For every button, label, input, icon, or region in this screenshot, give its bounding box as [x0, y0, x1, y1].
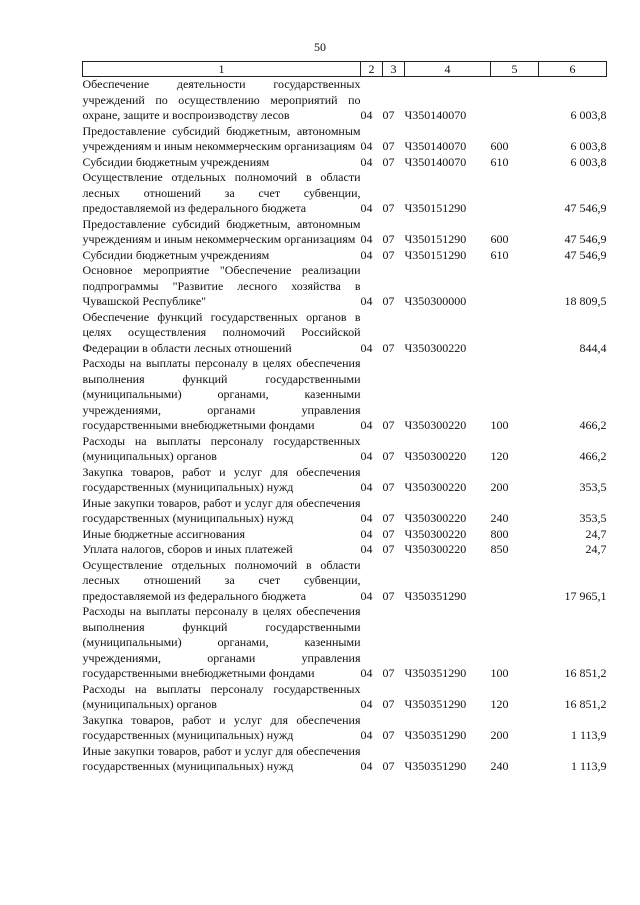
row-target-code: Ч350151290 — [404, 247, 467, 262]
row-amount: 6 003,8 — [570, 108, 607, 122]
column-header-amount: 6 — [539, 62, 607, 77]
row-name: Расходы на выплаты персоналу государственных (муниципальных) органов — [82, 681, 361, 711]
table-row — [83, 434, 607, 465]
row-section: 04 — [360, 247, 373, 262]
table-row — [83, 248, 607, 264]
table-row — [83, 604, 607, 682]
row-target-code: Ч350140070 — [404, 108, 467, 122]
row-name: Расходы на выплаты персоналу государственных (муниципальных) органов — [82, 433, 361, 463]
row-section: 04 — [360, 232, 373, 246]
row-target-code: Ч350300220 — [404, 526, 467, 541]
row-amount: 24,7 — [585, 542, 607, 556]
row-section: 04 — [360, 588, 373, 603]
row-target-code: Ч350151290 — [404, 201, 467, 215]
row-target-code: Ч350300220 — [404, 542, 467, 556]
row-name: Субсидии бюджетным учреждениям — [82, 247, 270, 262]
table-row — [83, 713, 607, 744]
row-subsection: 07 — [382, 154, 395, 169]
table-row — [83, 170, 607, 217]
row-target-code: Ч350140070 — [404, 139, 467, 153]
row-expense-type: 610 — [490, 154, 509, 169]
row-amount: 47 546,9 — [564, 232, 607, 246]
row-subsection: 07 — [382, 480, 395, 494]
row-target-code: Ч350351290 — [404, 588, 467, 603]
row-subsection: 07 — [382, 542, 395, 556]
row-amount: 353,5 — [579, 480, 607, 494]
row-name: Уплата налогов, сборов и иных платежей — [82, 542, 293, 556]
row-name: Закупка товаров, работ и услуг для обеспечения государственных (муниципальных) нужд — [82, 712, 361, 742]
row-amount: 6 003,8 — [570, 139, 607, 153]
row-expense-type — [491, 170, 539, 217]
row-section: 04 — [360, 201, 373, 215]
column-header-section: 2 — [361, 62, 383, 77]
row-expense-type: 800 — [490, 526, 509, 541]
row-section: 04 — [360, 139, 373, 153]
row-expense-type: 850 — [490, 542, 509, 556]
column-header-name: 1 — [83, 62, 361, 77]
row-target-code: Ч350300220 — [404, 480, 467, 494]
row-amount: 47 546,9 — [564, 247, 607, 262]
row-amount: 844,4 — [579, 340, 607, 355]
row-section: 04 — [360, 542, 373, 556]
table-row — [83, 155, 607, 171]
row-expense-type: 100 — [490, 666, 509, 680]
row-target-code: Ч350300000 — [404, 294, 467, 308]
row-name: Предоставление субсидий бюджетным, автономным учреждениям и иным некоммерческим организациям — [82, 123, 361, 153]
row-subsection: 07 — [382, 697, 395, 711]
table-row — [83, 744, 607, 775]
row-section: 04 — [360, 480, 373, 494]
row-name: Предоставление субсидий бюджетным, автономным учреждениям и иным некоммерческим организациям — [82, 216, 361, 246]
row-subsection: 07 — [382, 588, 395, 603]
row-section: 04 — [360, 294, 373, 308]
row-target-code: Ч350351290 — [404, 728, 467, 742]
column-header-target-code: 4 — [405, 62, 491, 77]
table-row — [83, 77, 607, 124]
row-amount: 24,7 — [585, 526, 607, 541]
header-row — [83, 62, 607, 77]
row-name: Обеспечение деятельности государственных учреждений по осуществлению мероприятий по охране, защите и воспроизводству лесов — [82, 77, 361, 122]
row-target-code: Ч350351290 — [404, 759, 467, 773]
table-row — [83, 263, 607, 310]
row-target-code: Ч350351290 — [404, 666, 467, 680]
row-amount: 1 113,9 — [570, 728, 607, 742]
row-subsection: 07 — [382, 247, 395, 262]
page-number: 50 — [314, 40, 326, 54]
row-name: Иные бюджетные ассигнования — [82, 526, 245, 541]
row-name: Иные закупки товаров, работ и услуг для обеспечения государственных (муниципальных) нужд — [82, 743, 361, 773]
row-subsection: 07 — [382, 511, 395, 525]
row-amount: 16 851,2 — [564, 697, 607, 711]
row-section: 04 — [360, 449, 373, 463]
row-expense-type — [491, 77, 539, 124]
row-expense-type: 120 — [490, 697, 509, 711]
row-name: Осуществление отдельных полномочий в области лесных отношений за счет субвенции, предоставляемой из федерального бюджета — [82, 557, 361, 603]
table-row — [83, 310, 607, 357]
row-section: 04 — [360, 108, 373, 122]
row-expense-type: 240 — [490, 511, 509, 525]
table-row — [83, 527, 607, 543]
row-section: 04 — [360, 728, 373, 742]
row-section: 04 — [360, 418, 373, 432]
row-section: 04 — [360, 511, 373, 525]
row-target-code: Ч350300220 — [404, 511, 467, 525]
row-expense-type — [491, 310, 539, 357]
row-section: 04 — [360, 697, 373, 711]
row-expense-type: 200 — [490, 480, 509, 494]
row-subsection: 07 — [382, 294, 395, 308]
row-name: Иные закупки товаров, работ и услуг для обеспечения государственных (муниципальных) нужд — [82, 495, 361, 525]
table-row — [83, 496, 607, 527]
row-section: 04 — [360, 154, 373, 169]
row-subsection: 07 — [382, 728, 395, 742]
row-amount: 16 851,2 — [564, 666, 607, 680]
table-row — [83, 356, 607, 434]
row-name: Закупка товаров, работ и услуг для обеспечения государственных (муниципальных) нужд — [82, 464, 361, 494]
row-section: 04 — [360, 666, 373, 680]
table-row — [83, 124, 607, 155]
row-expense-type: 200 — [490, 728, 509, 742]
table-body — [83, 77, 607, 775]
row-amount: 466,2 — [579, 449, 607, 463]
row-expense-type — [491, 558, 539, 605]
row-amount: 47 546,9 — [564, 201, 607, 215]
row-subsection: 07 — [382, 340, 395, 355]
row-target-code: Ч350351290 — [404, 697, 467, 711]
row-name: Расходы на выплаты персоналу в целях обеспечения выполнения функций государственными (муниципальными) органами, казенными учреждениями, органами управления государственными внебюджетными фондами — [82, 604, 361, 680]
row-amount: 353,5 — [579, 511, 607, 525]
row-subsection: 07 — [382, 108, 395, 122]
row-subsection: 07 — [382, 232, 395, 246]
row-subsection: 07 — [382, 201, 395, 215]
row-expense-type — [491, 263, 539, 310]
row-amount: 17 965,1 — [564, 588, 607, 603]
row-section: 04 — [360, 340, 373, 355]
row-amount: 466,2 — [579, 418, 607, 432]
table-row — [83, 542, 607, 558]
row-name: Расходы на выплаты персоналу в целях обеспечения выполнения функций государственными (муниципальными) органами, казенными учреждениями, органами управления государственными внебюджетными фондами — [82, 356, 361, 432]
row-name: Субсидии бюджетным учреждениям — [82, 154, 270, 169]
row-expense-type: 240 — [490, 759, 509, 773]
row-target-code: Ч350300220 — [404, 340, 467, 355]
budget-table — [82, 61, 607, 775]
row-target-code: Ч350151290 — [404, 232, 467, 246]
row-target-code: Ч350140070 — [404, 154, 467, 169]
table-row — [83, 558, 607, 605]
row-amount: 18 809,5 — [564, 294, 607, 308]
row-name: Осуществление отдельных полномочий в области лесных отношений за счет субвенции, предоставляемой из федерального бюджета — [82, 170, 361, 215]
row-name: Основное мероприятие "Обеспечение реализации подпрограммы "Развитие лесного хозяйства в Чувашской Республике" — [82, 263, 361, 308]
row-expense-type: 600 — [490, 232, 509, 246]
row-subsection: 07 — [382, 666, 395, 680]
table-row — [83, 682, 607, 713]
row-name: Обеспечение функций государственных органов в целях осуществления полномочий Российской Федерации в области лесных отношений — [82, 309, 361, 355]
row-section: 04 — [360, 526, 373, 541]
row-amount: 1 113,9 — [570, 759, 607, 773]
table-row — [83, 217, 607, 248]
row-subsection: 07 — [382, 139, 395, 153]
row-expense-type: 100 — [490, 418, 509, 432]
row-section: 04 — [360, 759, 373, 773]
row-expense-type: 600 — [490, 139, 509, 153]
row-subsection: 07 — [382, 449, 395, 463]
row-subsection: 07 — [382, 759, 395, 773]
row-target-code: Ч350300220 — [404, 418, 467, 432]
table-row — [83, 465, 607, 496]
row-expense-type: 120 — [490, 449, 509, 463]
row-target-code: Ч350300220 — [404, 449, 467, 463]
row-expense-type: 610 — [490, 247, 509, 262]
column-header-subsection: 3 — [383, 62, 405, 77]
row-subsection: 07 — [382, 526, 395, 541]
column-header-expense-type: 5 — [491, 62, 539, 77]
row-subsection: 07 — [382, 418, 395, 432]
row-amount: 6 003,8 — [570, 154, 607, 169]
